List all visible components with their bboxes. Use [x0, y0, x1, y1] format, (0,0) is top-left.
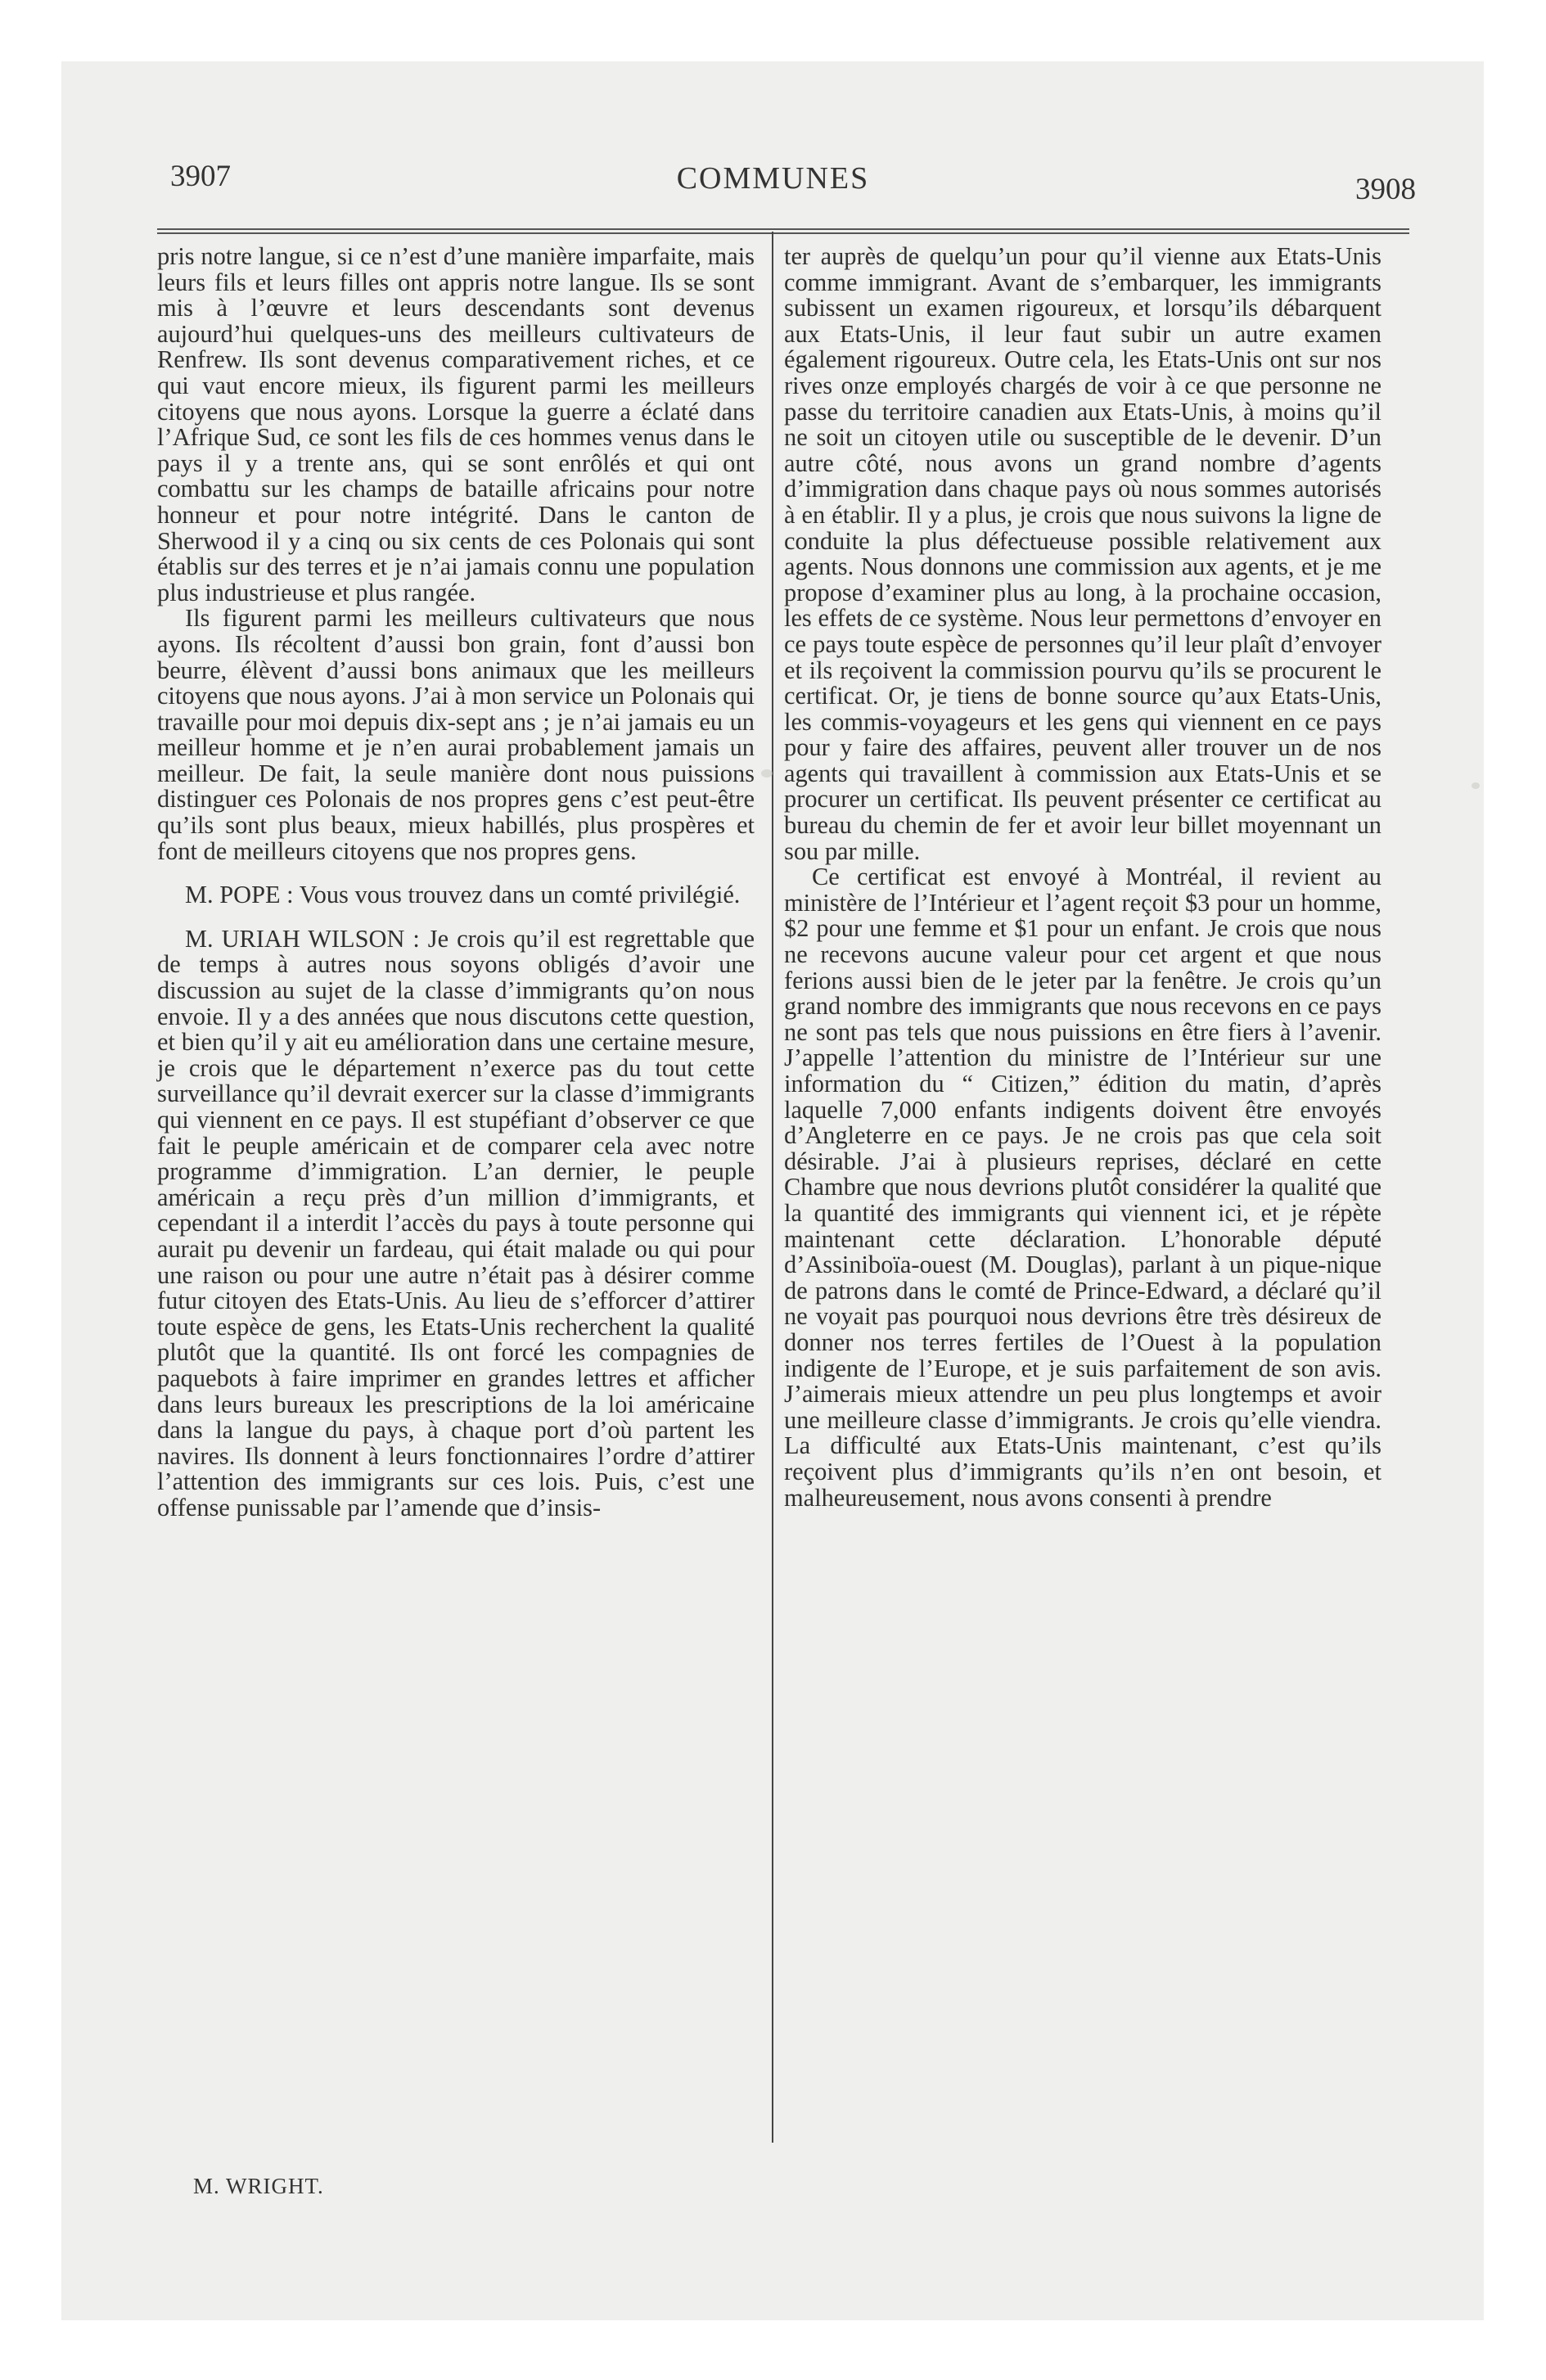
scan-speck: [761, 769, 773, 778]
header-rule-top: [157, 228, 1409, 230]
right-column: [784, 244, 1381, 1511]
speaker-paragraph: M. POPE : Vous vous trouvez dans un comté privilégié.: [185, 881, 741, 909]
paragraph: pris notre langue, si ce n’est d’une manière imparfaite, mais leurs fils et leurs filles ont appris notre langue. Ils se sont mis à l’œuvre et leurs descendants sont devenus aujourd’hui quelques-uns des meilleurs cultivateurs de Renfrew. Ils sont devenus comparativement riches, et ce qui vaut encore mieux, ils figurent parmi les meilleurs citoyens que nous ayons. Lorsque la guerre a éclaté dans l’Afrique Sud, ce sont les fils de ces hommes venus dans le pays il y a trente ans, qui se sont enrôlés et qui ont combattu sur les champs de bataille africains pour notre honneur et pour notre intégrité. Dans le canton de Sherwood il y a cinq ou six cents de ces Polonais qui sont établis sur des terres et je n’ai jamais connu une population plus industrieuse et plus rangée.: [157, 242, 755, 606]
left-column: [157, 244, 755, 1521]
running-head-title: COMMUNES: [676, 161, 870, 196]
paragraph: ter auprès de quelqu’un pour qu’il vienne aux Etats-Unis comme immigrant. Avant de s’embarquer, les immigrants subissent un examen rigoureux, et lorsqu’ils débarquent aux Etats-Unis, il leur faut subir un autre examen également rigoureux. Outre cela, les Etats-Unis ont sur nos rives onze employés chargés de voir à ce que personne ne passe du territoire canadien aux Etats-Unis, à moins qu’il ne soit un citoyen utile ou susceptible de le devenir. D’un autre côté, nous avons un grand nombre d’agents d’immigration dans chaque pays où nous sommes autorisés à en établir. Il y a plus, je crois que nous suivons la ligne de conduite la plus défectueuse possible relativement aux agents. Nous donnons une commission aux agents, et je me propose d’examiner plus au long, à la prochaine occasion, les effets de ce système. Nous leur permettons d’envoyer en ce pays toute espèce de personnes qu’il leur plaît d’envoyer et ils reçoivent la commission pourvu qu’ils se procurent le certificat. Or, je tiens de bonne source qu’aux Etats-Unis, les commis-voyageurs et les gens qui viennent en ce pays pour y faire des affaires, peuvent aller trouver un de nos agents qui travaillent à commission aux Etats-Unis et se procurer un certificat. Ils peuvent présenter ce certificat au bureau du chemin de fer et avoir leur billet moyennant un sou par mille.: [784, 242, 1381, 865]
scan-speck: [1472, 782, 1480, 789]
page-number-right: 3908: [1355, 173, 1416, 206]
footer-speaker-name: M. WRIGHT.: [193, 2174, 324, 2198]
page-number-left: 3907: [170, 160, 231, 193]
paragraph: Ce certificat est envoyé à Montréal, il revient au ministère de l’Intérieur et l’agent reçoit $3 pour un homme, $2 pour une femme et $1 pour un enfant. Je crois que nous ne recevons aucune valeur pour cet argent et que nous ferions aussi bien de le jeter par la fenêtre. Je crois qu’un grand nombre des immigrants que nous recevons en ce pays ne sont pas tels que nous puissions en être fiers à l’avenir. J’appelle l’attention du ministre de l’Intérieur sur une information du “ Citizen,” édition du matin, d’après laquelle 7,000 enfants indigents doivent être envoyés d’Angleterre en ce pays. Je ne crois pas que cela soit désirable. J’ai à plusieurs reprises, déclaré en cette Chambre que nous devrions plutôt considérer la qualité que la quantité des immigrants qui viennent ici, et je répète maintenant cette déclaration. L’honorable député d’Assiniboïa-ouest (M. Douglas), parlant à un pique-nique de patrons dans le comté de Prince-Edward, a déclaré qu’il ne voyait pas pourquoi nous devrions être très désireux de donner nos terres fertiles de l’Ouest à la population indigente de l’Europe, et je suis parfaitement de son avis. J’aimerais mieux attendre un peu plus longtemps et avoir une meilleure classe d’immigrants. Je crois qu’elle viendra. La difficulté aux Etats-Unis maintenant, c’est qu’ils reçoivent plus d’immigrants qu’ils n’en ont besoin, et malheureusement, nous avons consenti à prendre: [784, 863, 1382, 1512]
column-divider: [772, 232, 773, 2143]
speaker-paragraph: M. URIAH WILSON : Je crois qu’il est regrettable que de temps à autres nous soyons obligés d’avoir une discussion au sujet de la classe d’immigrants qu’on nous envoie. Il y a des années que nous discutons cette question, et bien qu’il y ait eu amélioration dans une certaine mesure, je crois que le département n’exerce pas du tout cette surveillance qu’il devrait exercer sur la classe d’immigrants qui viennent en ce pays. Il est stupéfiant d’observer ce que fait le peuple américain et de comparer cela avec notre programme d’immigration. L’an dernier, le peuple américain a reçu près d’un million d’immigrants, et cependant il a interdit l’accès du pays à toute personne qui aurait pu devenir un fardeau, qui était malade ou qui pour une raison ou pour une autre n’était pas à désirer comme futur citoyen des Etats-Unis. Au lieu de s’efforcer d’attirer toute espèce de gens, les Etats-Unis recherchent la qualité plutôt que la quantité. Ils ont forcé les compagnies de paquebots à faire imprimer en grandes lettres et afficher dans leurs bureaux les prescriptions de la loi américaine dans la langue du pays, à chaque port d’où partent les navires. Ils donnent à leurs fonctionnaires l’ordre d’attirer l’attention des immigrants sur ces lois. Puis, c’est une offense punissable par l’amende que d’insis-: [157, 924, 755, 1521]
header-rule-bottom: [157, 232, 1409, 234]
paragraph: Ils figurent parmi les meilleurs cultivateurs que nous ayons. Ils récoltent d’aussi bon grain, font d’aussi bon beurre, élèvent d’aussi bons animaux que les meilleurs citoyens que nous ayons. J’ai à mon service un Polonais qui travaille pour moi depuis dix-sept ans ; je n’ai jamais eu un meilleur homme et je n’en aurai probablement jamais un meilleur. De fait, la seule manière dont nous puissions distinguer ces Polonais de nos propres gens c’est peut-être qu’ils sont plus beaux, mieux habillés, plus prospères et font de meilleurs citoyens que nos propres gens.: [157, 604, 755, 865]
